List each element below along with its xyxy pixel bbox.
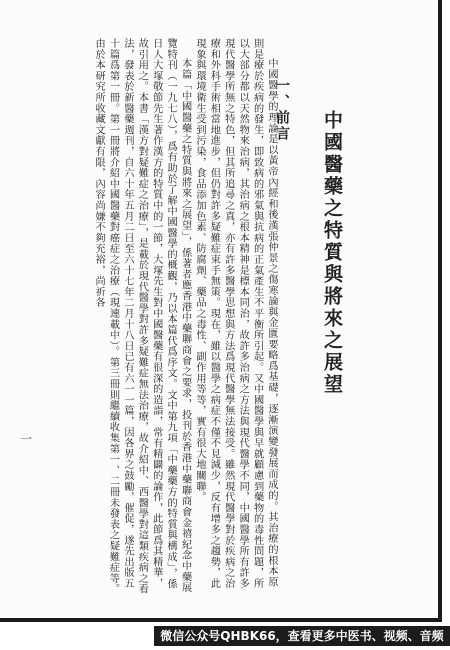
- watermark-banner: 微信公众号QHBK66，查看更多中医书、视频、音频: [154, 626, 450, 646]
- paragraph-1: 中國醫學的理論是以黃帝內經和後漢張仲景之傷寒論與金匱要略爲基礎，逐漸演變發展而成的。其治療的根本原則是療於疾病的發生，即致病的邪氣與抗病的正氣產生不平衡所引起。又中國醫學與早就顧慮到藥物的毒性問題，所以大部分都以天然物來治病，其治病之根本精神是標本同治，故許多治病之方法與現代醫學不同，中國醫學所有許多現代醫學所無之特色，但其所追尋之真，亦有許多醫學思想與方法爲現代醫學無法接受。雖然現代醫學對於疾病之治療和外科手術相當地進步，但仍對許多疑難症束手無策。現在，雖以醫學之病症不僅不見減少，反有增多之趨勢，此現象與環境衛生受到污染，食品添加色素、防腐劑、藥品之毒性、副作用等等，實有很大地關聯。: [193, 38, 277, 589]
- document-title: 中國醫藥之特質與將來之展望: [321, 110, 343, 396]
- section-heading: 一、前言: [274, 78, 290, 142]
- paragraph-2: 本篇「中國醫藥之特質與將來之展望」，係著者應香港中藥聯商會之要求，投刊於香港中藥聯商會金禧紀念中藥展覽特刊（一九七八），爲有助於了解中國醫學的概觀，乃以本篇代爲序文。文中第九項「中藥藥方的特質與構成」，係日人大塚敬節先生著作漢方的特質中的一節，大塚先生對中國醫藥有很深的造詣，常有精闢的論作，此節爲其精華，故引用之。本書「漢方對疑難症之治療」，是載於現代醫學對許多疑難症無法治療，故介紹中、西醫學對這類疾病之看法，發表於新醫藥週刊，自六十年五月二日至六十七年二月十八日已有六一一篇，因各界之鼓勵，催促，遂先出版五十篇爲第一冊。第一冊將介紹中國醫藥對癌症之治療（現連載中）。第三冊則繼續收集第一、二冊未發表之疑難症等。由於本研究所收藏文獻有限，內容尚嫌不夠充裕，尚祈各: [93, 38, 191, 595]
- page-number: 一: [20, 432, 33, 446]
- body-text: [38, 38, 278, 598]
